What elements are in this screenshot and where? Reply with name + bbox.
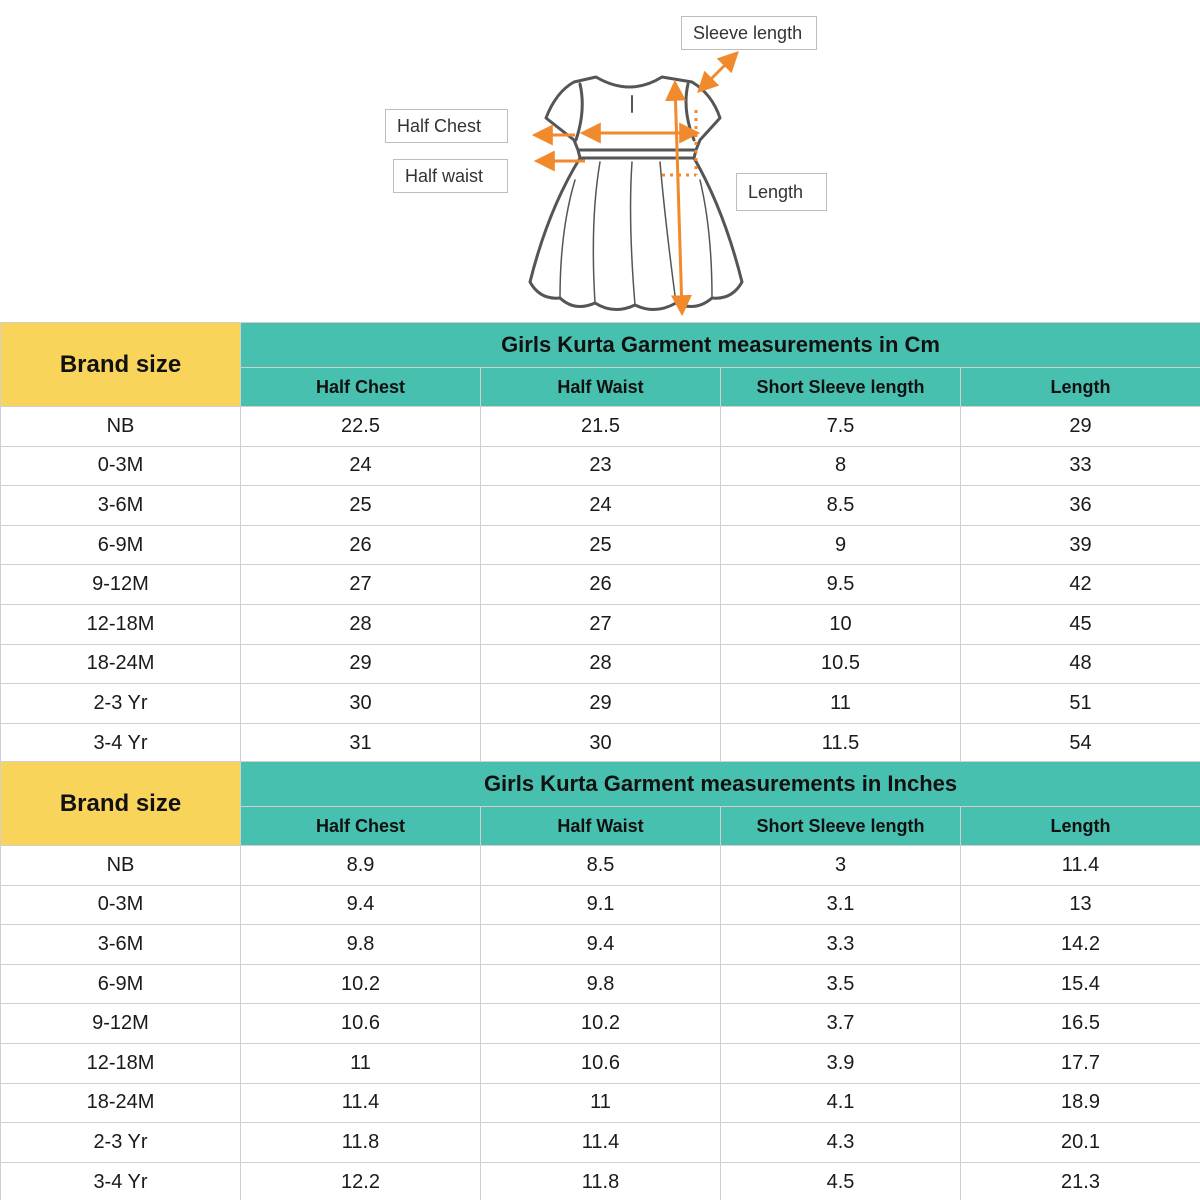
measurement-cell: 20.1 xyxy=(961,1123,1200,1163)
brand-size-cell: 9-12M xyxy=(1,1004,241,1044)
column-header: Half Chest xyxy=(241,807,481,846)
measurement-cell: 10.6 xyxy=(481,1043,721,1083)
measurement-cell: 10.6 xyxy=(241,1004,481,1044)
table-row xyxy=(1,604,1200,644)
measurement-cell: 3.5 xyxy=(721,964,961,1004)
measurement-cell: 11.4 xyxy=(481,1123,721,1163)
measurement-cell: 27 xyxy=(481,604,721,644)
brand-size-cell: 0-3M xyxy=(1,446,241,486)
column-header: Half Chest xyxy=(241,368,481,407)
measurement-cell: 48 xyxy=(961,644,1200,684)
table-row xyxy=(1,1043,1200,1083)
measurement-cell: 4.3 xyxy=(721,1123,961,1163)
column-header: Short Sleeve length xyxy=(721,368,961,407)
measurement-cell: 28 xyxy=(481,644,721,684)
measurement-cell: 7.5 xyxy=(721,407,961,447)
measurement-cell: 3.3 xyxy=(721,925,961,965)
measurement-cell: 4.1 xyxy=(721,1083,961,1123)
brand-size-cell: 18-24M xyxy=(1,644,241,684)
brand-size-cell: 2-3 Yr xyxy=(1,684,241,724)
measurement-cell: 11 xyxy=(721,684,961,724)
measurement-cell: 24 xyxy=(481,486,721,526)
table-title-row xyxy=(1,762,1200,807)
table-row xyxy=(1,684,1200,724)
brand-size-cell: 0-3M xyxy=(1,885,241,925)
measurement-cell: 25 xyxy=(241,486,481,526)
measurement-cell: 29 xyxy=(241,644,481,684)
brand-size-cell: 3-4 Yr xyxy=(1,1162,241,1200)
table-title-row xyxy=(1,323,1200,368)
brand-size-header: Brand size xyxy=(1,323,241,407)
measurement-cell: 3.9 xyxy=(721,1043,961,1083)
table-row xyxy=(1,446,1200,486)
table-title: Girls Kurta Garment measurements in Inches xyxy=(241,762,1200,807)
measurement-cell: 23 xyxy=(481,446,721,486)
measurement-cell: 15.4 xyxy=(961,964,1200,1004)
measurement-cell: 11.4 xyxy=(961,846,1200,886)
table-row xyxy=(1,407,1200,447)
measurement-cell: 31 xyxy=(241,723,481,763)
measurement-cell: 8.5 xyxy=(721,486,961,526)
dress-measurement-diagram xyxy=(0,0,1200,322)
measurement-cell: 3.7 xyxy=(721,1004,961,1044)
measurement-cell: 9 xyxy=(721,525,961,565)
measurement-cell: 11.8 xyxy=(481,1162,721,1200)
brand-size-cell: 12-18M xyxy=(1,1043,241,1083)
measurement-cell: 51 xyxy=(961,684,1200,724)
dress-outline xyxy=(530,77,742,310)
measurement-guides xyxy=(662,110,696,175)
measurement-cell: 3.1 xyxy=(721,885,961,925)
measurement-cell: 11.5 xyxy=(721,723,961,763)
measurement-cell: 16.5 xyxy=(961,1004,1200,1044)
measurement-cell: 8.9 xyxy=(241,846,481,886)
table-row xyxy=(1,723,1200,763)
measurement-cell: 4.5 xyxy=(721,1162,961,1200)
table-row xyxy=(1,525,1200,565)
measurement-cell: 13 xyxy=(961,885,1200,925)
measurement-cell: 12.2 xyxy=(241,1162,481,1200)
column-header: Length xyxy=(961,807,1200,846)
column-header: Half Waist xyxy=(481,368,721,407)
table-row xyxy=(1,486,1200,526)
half-waist-callout xyxy=(393,159,508,193)
measurement-cell: 9.8 xyxy=(241,925,481,965)
table-row xyxy=(1,925,1200,965)
brand-size-cell: 3-4 Yr xyxy=(1,723,241,763)
table-row xyxy=(1,1123,1200,1163)
brand-size-cell: 12-18M xyxy=(1,604,241,644)
inches-measurement-table xyxy=(0,761,1200,1200)
brand-size-cell: 9-12M xyxy=(1,565,241,605)
measurement-cell: 33 xyxy=(961,446,1200,486)
brand-size-cell: NB xyxy=(1,407,241,447)
measurement-cell: 27 xyxy=(241,565,481,605)
measurement-cell: 9.4 xyxy=(241,885,481,925)
table-row xyxy=(1,846,1200,886)
brand-size-cell: 6-9M xyxy=(1,964,241,1004)
measurement-cell: 36 xyxy=(961,486,1200,526)
measurement-cell: 22.5 xyxy=(241,407,481,447)
measurement-cell: 26 xyxy=(481,565,721,605)
brand-size-cell: 2-3 Yr xyxy=(1,1123,241,1163)
table-title: Girls Kurta Garment measurements in Cm xyxy=(241,323,1200,368)
half-chest-callout xyxy=(385,109,508,143)
table-row xyxy=(1,565,1200,605)
table-row xyxy=(1,964,1200,1004)
table-row xyxy=(1,1004,1200,1044)
measurement-cell: 8 xyxy=(721,446,961,486)
table-row xyxy=(1,1083,1200,1123)
table-row xyxy=(1,1162,1200,1200)
measurement-cell: 14.2 xyxy=(961,925,1200,965)
measurement-cell: 9.8 xyxy=(481,964,721,1004)
column-header: Half Waist xyxy=(481,807,721,846)
measurement-cell: 8.5 xyxy=(481,846,721,886)
measurement-cell: 29 xyxy=(961,407,1200,447)
measurement-cell: 11 xyxy=(481,1083,721,1123)
brand-size-cell: 3-6M xyxy=(1,486,241,526)
cm-measurement-table xyxy=(0,322,1200,763)
measurement-cell: 17.7 xyxy=(961,1043,1200,1083)
measurement-cell: 25 xyxy=(481,525,721,565)
measurement-cell: 26 xyxy=(241,525,481,565)
measurement-cell: 29 xyxy=(481,684,721,724)
measurement-cell: 18.9 xyxy=(961,1083,1200,1123)
sleeve-length-label: Sleeve length xyxy=(693,22,803,43)
measurement-cell: 45 xyxy=(961,604,1200,644)
measurement-cell: 11.8 xyxy=(241,1123,481,1163)
measurement-cell: 30 xyxy=(481,723,721,763)
table-row xyxy=(1,644,1200,684)
measurement-cell: 10.2 xyxy=(241,964,481,1004)
measurement-cell: 21.3 xyxy=(961,1162,1200,1200)
measurement-cell: 9.5 xyxy=(721,565,961,605)
half-waist-label: Half waist xyxy=(405,165,484,186)
half-chest-label: Half Chest xyxy=(397,115,482,136)
column-header: Short Sleeve length xyxy=(721,807,961,846)
measurement-cell: 11.4 xyxy=(241,1083,481,1123)
table-row xyxy=(1,885,1200,925)
measurement-cell: 42 xyxy=(961,565,1200,605)
brand-size-cell: NB xyxy=(1,846,241,886)
measurement-cell: 9.4 xyxy=(481,925,721,965)
measurement-cell: 3 xyxy=(721,846,961,886)
measurement-cell: 11 xyxy=(241,1043,481,1083)
measurement-cell: 10 xyxy=(721,604,961,644)
measurement-cell: 39 xyxy=(961,525,1200,565)
measurement-cell: 28 xyxy=(241,604,481,644)
brand-size-cell: 18-24M xyxy=(1,1083,241,1123)
measurement-cell: 10.2 xyxy=(481,1004,721,1044)
brand-size-header: Brand size xyxy=(1,762,241,846)
length-callout xyxy=(736,173,827,211)
measurement-cell: 9.1 xyxy=(481,885,721,925)
measurement-cell: 21.5 xyxy=(481,407,721,447)
length-label: Length xyxy=(748,181,804,202)
dress-illustration xyxy=(0,0,1200,322)
sleeve-length-callout xyxy=(681,16,817,50)
column-header: Length xyxy=(961,368,1200,407)
measurement-cell: 54 xyxy=(961,723,1200,763)
measurement-cell: 24 xyxy=(241,446,481,486)
brand-size-cell: 3-6M xyxy=(1,925,241,965)
brand-size-cell: 6-9M xyxy=(1,525,241,565)
measurement-cell: 10.5 xyxy=(721,644,961,684)
measurement-cell: 30 xyxy=(241,684,481,724)
